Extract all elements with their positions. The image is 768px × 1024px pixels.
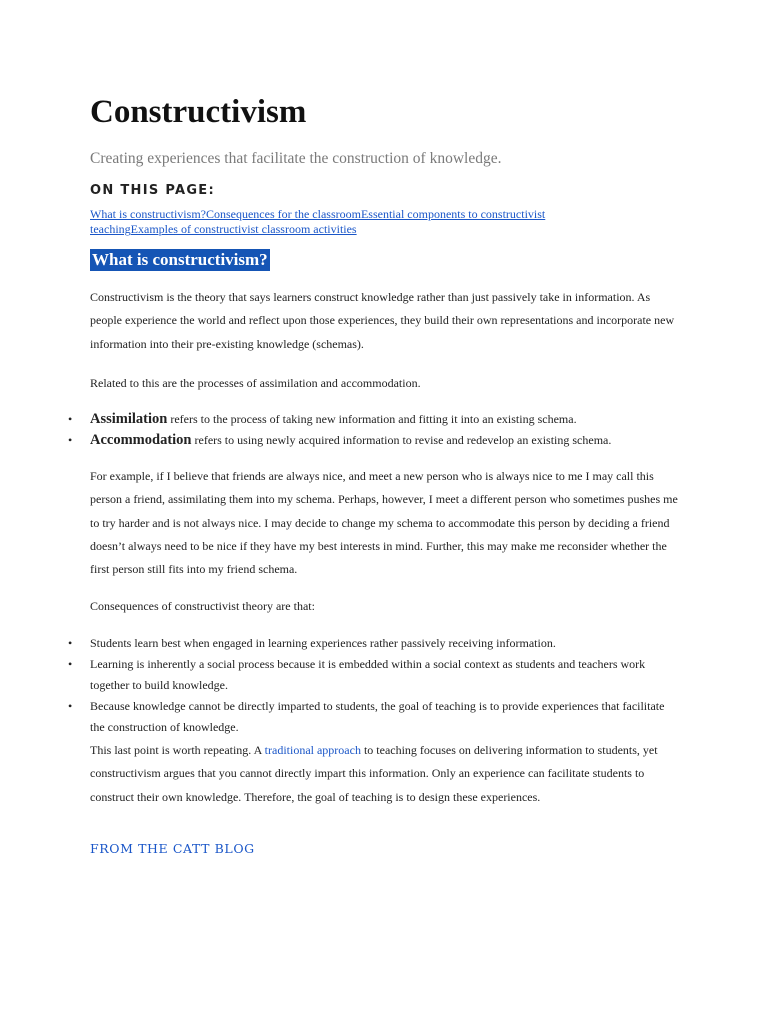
- page-title: Constructivism: [90, 94, 307, 130]
- consequences-list: [90, 633, 678, 738]
- list-item: [90, 430, 678, 451]
- page-subtitle: Creating experiences that facilitate the construction of knowledge.: [90, 150, 502, 167]
- repeat-paragraph: [90, 739, 678, 809]
- definition-text: refers to the process of taking new information and fitting it into an existing schema.: [167, 412, 577, 426]
- related-paragraph: Related to this are the processes of assimilation and accommodation.: [90, 376, 421, 390]
- consequences-intro: Consequences of constructivist theory are that:: [90, 599, 315, 613]
- definitions-list: [90, 409, 678, 451]
- toc-heading: ON THIS PAGE:: [90, 183, 215, 198]
- list-item: • Students learn best when engaged in learning experiences rather passively receiving information.: [90, 633, 678, 654]
- toc-link-consequences[interactable]: Consequences for the classroom: [205, 207, 361, 221]
- list-item: • Learning is inherently a social process because it is embedded within a social context as students and teachers work together to build knowledge.: [90, 654, 678, 696]
- repeat-text-after: to teaching focuses on delivering information to students, yet constructivism argues that you cannot directly impart this information. Only an experience can facilitate students to construct their own knowledge. Therefore, the goal of teaching is to design these experiences.: [90, 743, 658, 804]
- toc-link-examples[interactable]: Examples of constructivist classroom activities: [130, 222, 357, 236]
- definition-term: Accommodation: [90, 432, 192, 448]
- repeat-text-before: This last point is worth repeating. A: [90, 743, 265, 757]
- definition-text: refers to using newly acquired information to revise and redevelop an existing schema.: [191, 433, 612, 447]
- toc-link-what-is-constructivism[interactable]: What is constructivism?: [90, 207, 206, 221]
- list-item: [90, 409, 678, 430]
- example-paragraph: For example, if I believe that friends are always nice, and meet a new person who is always nice to me I may call this person a friend, assimilating them into my schema. Perhaps, however, I meet a different person who sometimes pushes me to try harder and is not always nice. I may decide to change my schema to accommodate this person by deciding a friend doesn’t always need to be nice if they have my best interests in mind. Further, this may make me reconsider whether the first person still fits into my friend schema.: [90, 469, 678, 577]
- table-of-contents: [90, 207, 610, 237]
- toc-link-essential-components[interactable]: Essential components to constructivist teaching: [90, 207, 546, 236]
- traditional-approach-link[interactable]: traditional approach: [264, 743, 361, 757]
- definition-term: Assimilation: [90, 411, 168, 427]
- catt-blog-link[interactable]: FROM THE CATT BLOG: [90, 841, 255, 856]
- section-heading-what-is-constructivism: What is constructivism?: [92, 250, 268, 269]
- list-item: • Because knowledge cannot be directly imparted to students, the goal of teaching is to provide experiences that facilitate the construction of knowledge.: [90, 696, 678, 738]
- intro-paragraph: Constructivism is the theory that says learners construct knowledge rather than just passively take in information. As people experience the world and reflect upon those experiences, they build their own representations and incorporate new information into their pre-existing knowledge (schemas).: [90, 290, 675, 351]
